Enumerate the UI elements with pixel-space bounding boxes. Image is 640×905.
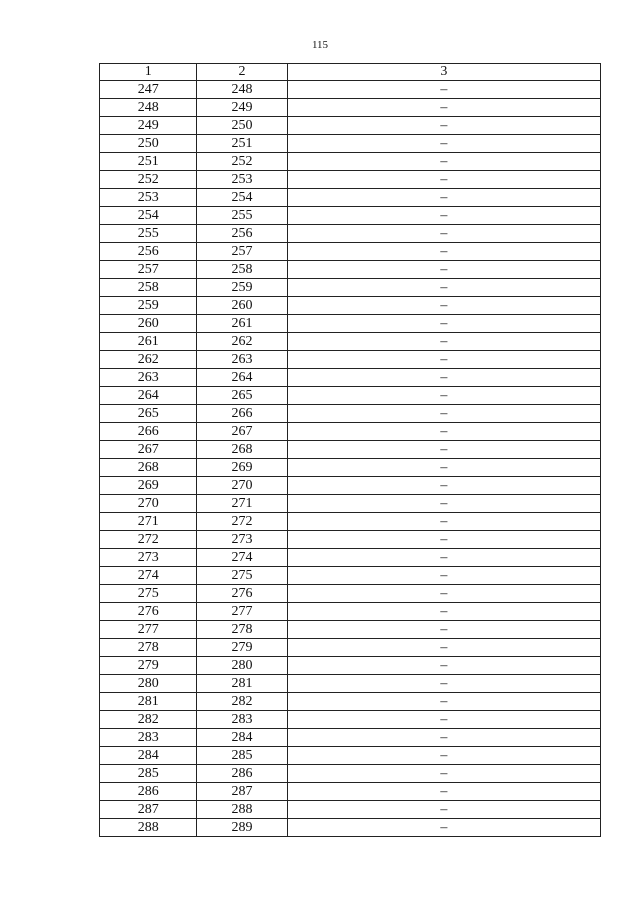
table-row	[100, 621, 601, 639]
table-cell-col-2: 289	[197, 819, 287, 837]
table-cell-col-1: 257	[100, 261, 197, 279]
table-cell-col-1: 271	[100, 513, 197, 531]
table-cell-col-1: 255	[100, 225, 197, 243]
table-cell-col-2: 274	[197, 549, 287, 567]
table-cell-col-3: –	[287, 513, 600, 531]
table-cell-col-2: 288	[197, 801, 287, 819]
table-cell-col-3: –	[287, 477, 600, 495]
table-cell-col-3: –	[287, 99, 600, 117]
table-cell-col-3: –	[287, 657, 600, 675]
table-cell-col-1: 262	[100, 351, 197, 369]
table-cell-col-2: 282	[197, 693, 287, 711]
table-row	[100, 639, 601, 657]
table-cell-col-3: –	[287, 153, 600, 171]
table-cell-col-1: 285	[100, 765, 197, 783]
table-cell-col-1: 274	[100, 567, 197, 585]
table-cell-col-2: 273	[197, 531, 287, 549]
table-cell-col-2: 278	[197, 621, 287, 639]
table-body	[100, 81, 601, 837]
table-cell-col-1: 281	[100, 693, 197, 711]
table-cell-col-2: 265	[197, 387, 287, 405]
table-cell-col-2: 249	[197, 99, 287, 117]
table-cell-col-3: –	[287, 225, 600, 243]
table-row	[100, 99, 601, 117]
table-row	[100, 657, 601, 675]
table-row	[100, 405, 601, 423]
table-row	[100, 711, 601, 729]
table-cell-col-2: 283	[197, 711, 287, 729]
table-cell-col-2: 267	[197, 423, 287, 441]
table-cell-col-3: –	[287, 585, 600, 603]
table-cell-col-2: 255	[197, 207, 287, 225]
table-cell-col-1: 282	[100, 711, 197, 729]
table-cell-col-1: 258	[100, 279, 197, 297]
table-cell-col-3: –	[287, 387, 600, 405]
table-cell-col-1: 270	[100, 495, 197, 513]
table-cell-col-1: 273	[100, 549, 197, 567]
table-cell-col-2: 272	[197, 513, 287, 531]
table-row	[100, 153, 601, 171]
table-row	[100, 819, 601, 837]
table-cell-col-1: 279	[100, 657, 197, 675]
table-cell-col-2: 284	[197, 729, 287, 747]
table-cell-col-1: 248	[100, 99, 197, 117]
table-cell-col-2: 268	[197, 441, 287, 459]
table-cell-col-2: 264	[197, 369, 287, 387]
table-row	[100, 369, 601, 387]
table-cell-col-2: 259	[197, 279, 287, 297]
table-row	[100, 801, 601, 819]
column-header-3: 3	[287, 64, 600, 81]
table-row	[100, 693, 601, 711]
table-row	[100, 495, 601, 513]
table-cell-col-1: 266	[100, 423, 197, 441]
page-number: 115	[311, 39, 329, 51]
table-cell-col-2: 266	[197, 405, 287, 423]
table-row	[100, 459, 601, 477]
table-row	[100, 567, 601, 585]
table-row	[100, 81, 601, 99]
table-cell-col-3: –	[287, 207, 600, 225]
table-cell-col-2: 271	[197, 495, 287, 513]
table-cell-col-1: 278	[100, 639, 197, 657]
table-cell-col-1: 253	[100, 189, 197, 207]
table-cell-col-2: 251	[197, 135, 287, 153]
column-header-2: 2	[197, 64, 287, 81]
table-cell-col-1: 269	[100, 477, 197, 495]
table-row	[100, 171, 601, 189]
table-cell-col-3: –	[287, 189, 600, 207]
table-row	[100, 135, 601, 153]
table-cell-col-3: –	[287, 297, 600, 315]
table-cell-col-3: –	[287, 495, 600, 513]
table-cell-col-1: 286	[100, 783, 197, 801]
table-row	[100, 477, 601, 495]
table-cell-col-3: –	[287, 261, 600, 279]
table-cell-col-1: 277	[100, 621, 197, 639]
table-cell-col-1: 265	[100, 405, 197, 423]
table-cell-col-3: –	[287, 621, 600, 639]
table-cell-col-3: –	[287, 567, 600, 585]
table-cell-col-2: 260	[197, 297, 287, 315]
table-row	[100, 261, 601, 279]
table-cell-col-3: –	[287, 765, 600, 783]
table-cell-col-3: –	[287, 135, 600, 153]
table-cell-col-2: 256	[197, 225, 287, 243]
table-cell-col-3: –	[287, 819, 600, 837]
table-cell-col-3: –	[287, 603, 600, 621]
table-cell-col-1: 247	[100, 81, 197, 99]
header-row	[100, 64, 601, 81]
table-cell-col-3: –	[287, 531, 600, 549]
table-row	[100, 207, 601, 225]
table-cell-col-2: 261	[197, 315, 287, 333]
table-cell-col-2: 277	[197, 603, 287, 621]
table-cell-col-1: 272	[100, 531, 197, 549]
table-cell-col-1: 268	[100, 459, 197, 477]
table-cell-col-3: –	[287, 549, 600, 567]
table-cell-col-3: –	[287, 171, 600, 189]
table-cell-col-1: 249	[100, 117, 197, 135]
table-row	[100, 513, 601, 531]
table-cell-col-3: –	[287, 711, 600, 729]
table-cell-col-3: –	[287, 279, 600, 297]
table-row	[100, 387, 601, 405]
table-cell-col-2: 279	[197, 639, 287, 657]
table-cell-col-3: –	[287, 405, 600, 423]
table-row	[100, 315, 601, 333]
table-cell-col-1: 256	[100, 243, 197, 261]
table-cell-col-3: –	[287, 243, 600, 261]
table-row	[100, 585, 601, 603]
table-row	[100, 225, 601, 243]
table-cell-col-2: 281	[197, 675, 287, 693]
table-cell-col-1: 280	[100, 675, 197, 693]
table-cell-col-3: –	[287, 783, 600, 801]
table-cell-col-2: 269	[197, 459, 287, 477]
table-cell-col-3: –	[287, 423, 600, 441]
table-cell-col-1: 283	[100, 729, 197, 747]
table-cell-col-3: –	[287, 369, 600, 387]
table-row	[100, 549, 601, 567]
table-cell-col-1: 288	[100, 819, 197, 837]
table-row	[100, 243, 601, 261]
table-cell-col-2: 263	[197, 351, 287, 369]
table-row	[100, 333, 601, 351]
table-row	[100, 765, 601, 783]
table-cell-col-2: 253	[197, 171, 287, 189]
table-cell-col-2: 280	[197, 657, 287, 675]
table-cell-col-1: 260	[100, 315, 197, 333]
table-cell-col-3: –	[287, 801, 600, 819]
table-cell-col-3: –	[287, 639, 600, 657]
table-row	[100, 675, 601, 693]
table-cell-col-1: 254	[100, 207, 197, 225]
table-cell-col-3: –	[287, 441, 600, 459]
data-table	[99, 63, 601, 837]
table-cell-col-2: 254	[197, 189, 287, 207]
table-row	[100, 189, 601, 207]
table-cell-col-3: –	[287, 333, 600, 351]
table-cell-col-2: 285	[197, 747, 287, 765]
table-cell-col-2: 270	[197, 477, 287, 495]
table-row	[100, 603, 601, 621]
table-cell-col-2: 248	[197, 81, 287, 99]
table-cell-col-2: 250	[197, 117, 287, 135]
table-cell-col-1: 259	[100, 297, 197, 315]
table-cell-col-1: 275	[100, 585, 197, 603]
table-cell-col-2: 275	[197, 567, 287, 585]
table-row	[100, 423, 601, 441]
table-row	[100, 441, 601, 459]
table-cell-col-2: 286	[197, 765, 287, 783]
table-cell-col-1: 267	[100, 441, 197, 459]
table-row	[100, 117, 601, 135]
column-header-1: 1	[100, 64, 197, 81]
table-cell-col-1: 250	[100, 135, 197, 153]
table-cell-col-3: –	[287, 747, 600, 765]
table-cell-col-1: 287	[100, 801, 197, 819]
table-cell-col-3: –	[287, 675, 600, 693]
table-cell-col-1: 263	[100, 369, 197, 387]
table-cell-col-1: 251	[100, 153, 197, 171]
table-row	[100, 297, 601, 315]
table-cell-col-2: 276	[197, 585, 287, 603]
table-cell-col-2: 257	[197, 243, 287, 261]
table-cell-col-3: –	[287, 315, 600, 333]
table-row	[100, 783, 601, 801]
table-cell-col-1: 284	[100, 747, 197, 765]
table-cell-col-1: 261	[100, 333, 197, 351]
table-cell-col-1: 264	[100, 387, 197, 405]
table-row	[100, 351, 601, 369]
table-cell-col-2: 258	[197, 261, 287, 279]
table-cell-col-3: –	[287, 117, 600, 135]
table-row	[100, 747, 601, 765]
table-cell-col-2: 287	[197, 783, 287, 801]
table-cell-col-3: –	[287, 81, 600, 99]
table-cell-col-3: –	[287, 351, 600, 369]
table-row	[100, 729, 601, 747]
table-cell-col-2: 262	[197, 333, 287, 351]
table-row	[100, 279, 601, 297]
table-header	[100, 64, 601, 81]
table-cell-col-2: 252	[197, 153, 287, 171]
table-cell-col-1: 276	[100, 603, 197, 621]
table-cell-col-3: –	[287, 459, 600, 477]
table-cell-col-1: 252	[100, 171, 197, 189]
table-cell-col-3: –	[287, 729, 600, 747]
table-row	[100, 531, 601, 549]
table-cell-col-3: –	[287, 693, 600, 711]
